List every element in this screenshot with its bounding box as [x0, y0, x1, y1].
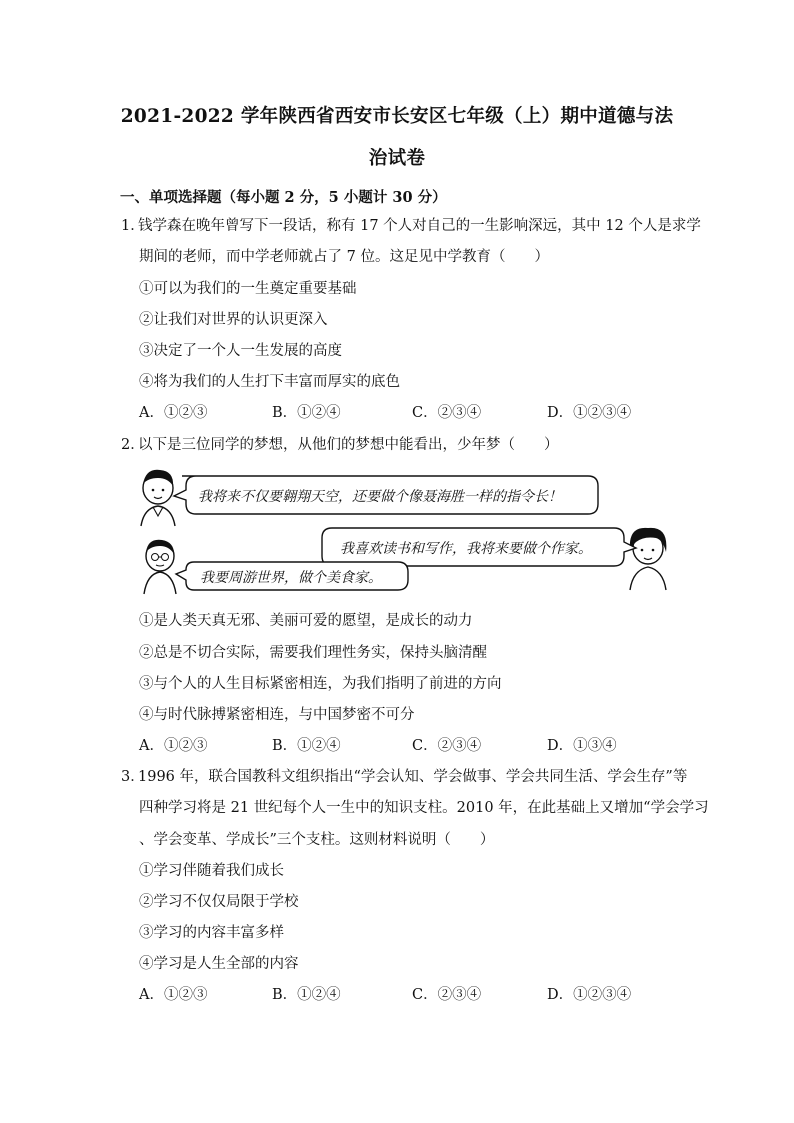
question-1-number: 1． — [121, 218, 145, 234]
section-heading: 一、单项选择题（每小题 2 分，5 小题计 30 分） — [120, 189, 447, 206]
question-1-option-2: ②让我们对世界的认识更深入 — [139, 312, 328, 328]
question-1-choice-d[interactable]: D．①②③④ — [547, 405, 632, 421]
question-2-option-1: ①是人类天真无邪、美丽可爱的愿望，是成长的动力 — [139, 613, 473, 629]
question-3-stem-line-3: 、学会变革、学成长”三个支柱。这则材料说明（ ） — [139, 832, 495, 848]
question-1-stem-line-2: 期间的老师，而中学老师就占了 7 位。这足见中学教育（ ） — [139, 249, 549, 265]
question-1-option-3: ③决定了一个人一生发展的高度 — [139, 343, 342, 359]
question-2-choice-c[interactable]: C．②③④ — [412, 738, 482, 754]
speech-text-3: 我要周游世界，做个美食家。 — [200, 570, 382, 586]
speech-bubble-3 — [176, 562, 408, 590]
speech-bubble-1 — [174, 476, 598, 514]
speech-bubble-2 — [322, 528, 636, 566]
question-3-choice-a[interactable]: A．①②③ — [139, 987, 208, 1003]
question-2-option-3: ③与个人的人生目标紧密相连，为我们指明了前进的方向 — [139, 676, 502, 692]
question-1-stem — [121, 219, 701, 234]
question-3-stem-line-1: 1996 年，联合国教科文组织指出“学会认知、学会做事、学会共同生活、学会生存”等 — [138, 769, 688, 785]
dreams-illustration — [136, 466, 676, 598]
student-3-figure — [144, 540, 176, 594]
question-3-stem — [121, 770, 687, 785]
question-2-choice-b[interactable]: B．①②④ — [272, 738, 341, 754]
student-1-figure — [141, 470, 175, 526]
question-2-choice-a[interactable]: A．①②③ — [139, 738, 208, 754]
question-3-stem-line-2: 四种学习将是 21 世纪每个人一生中的知识支柱。2010 年，在此基础上又增加“学会学习 — [139, 800, 709, 816]
question-3-option-3: ③学习的内容丰富多样 — [139, 925, 284, 941]
question-1-option-4: ④将为我们的人生打下丰富而厚实的底色 — [139, 374, 400, 390]
question-2-option-2: ②总是不切合实际，需要我们理性务实，保持头脑清醒 — [139, 645, 487, 661]
question-2-choice-d[interactable]: D．①③④ — [547, 738, 617, 754]
student-2-figure — [630, 528, 667, 590]
question-1-choice-a[interactable]: A．①②③ — [139, 405, 208, 421]
exam-title-line-2: 治试卷 — [368, 148, 426, 169]
question-3-choice-c[interactable]: C．②③④ — [412, 987, 482, 1003]
question-3-number: 3． — [121, 769, 145, 785]
question-2-number: 2． — [121, 437, 145, 453]
question-2-stem-line-1: 以下是三位同学的梦想，从他们的梦想中能看出，少年梦（ ） — [138, 437, 559, 453]
question-3-option-2: ②学习不仅仅局限于学校 — [139, 894, 299, 910]
question-2-stem — [121, 438, 559, 453]
question-3-choice-b[interactable]: B．①②④ — [272, 987, 341, 1003]
question-3-choice-d[interactable]: D．①②③④ — [547, 987, 632, 1003]
speech-text-1: 我将来不仅要翱翔天空，还要做个像聂海胜一样的指令长！ — [198, 489, 562, 505]
question-3-option-1: ①学习伴随着我们成长 — [139, 863, 284, 879]
question-1-option-1: ①可以为我们的一生奠定重要基础 — [139, 281, 357, 297]
question-1-choice-b[interactable]: B．①②④ — [272, 405, 341, 421]
question-3-option-4: ④学习是人生全部的内容 — [139, 956, 299, 972]
speech-text-2: 我喜欢读书和写作，我将来要做个作家。 — [340, 541, 592, 557]
question-2-option-4: ④与时代脉搏紧密相连，与中国梦密不可分 — [139, 707, 415, 723]
exam-title-line-1: 2021-2022 学年陕西省西安市长安区七年级（上）期中道德与法 — [120, 106, 674, 127]
question-1-stem-line-1: 钱学森在晚年曾写下一段话，称有 17 个人对自己的一生影响深远，其中 12 个人是求学 — [138, 218, 701, 234]
question-1-choice-c[interactable]: C．②③④ — [412, 405, 482, 421]
